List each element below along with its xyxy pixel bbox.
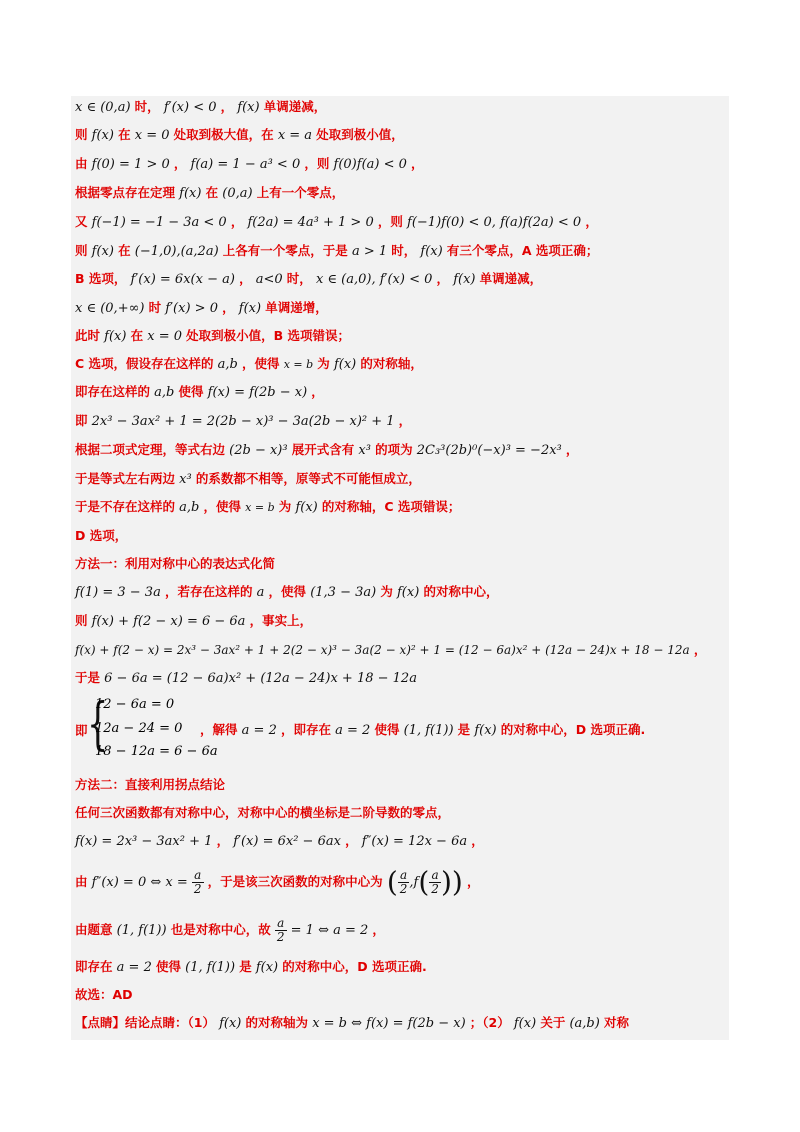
line-13: 根据二项式定理，等式右边 (2b − x)³ 展开式含有 x³ 的项为 2C₃³(2b)⁰(−x)³ = −2x³ ， (75, 442, 579, 458)
line-6: 则 f(x) 在 (−1,0),(a,2a) 上各有一个零点，于是 a > 1 时， f(x) 有三个零点，A 选项正确； (75, 243, 599, 259)
line-3: 由 f(0) = 1 > 0 ， f(a) = 1 − a³ < 0 ，则 f(0)f(a) < 0 ， (75, 156, 424, 172)
line-1: x ∈ (0,a) 时， f′(x) < 0 ， f(x) 单调递减， (75, 99, 327, 115)
line-10: C 选项，假设存在这样的 a,b ，使得 x = b 为 f(x) 的对称轴， (75, 356, 423, 372)
line-24: 任何三次函数都有对称中心，对称中心的横坐标是二阶导数的零点， (75, 805, 451, 820)
line-28: 即存在 a = 2 使得 (1, f(1)) 是 f(x) 的对称中心，D 选项正确. (75, 959, 427, 975)
line-9: 此时 f(x) 在 x = 0 处取到极小值，B 选项错误； (75, 328, 351, 344)
key-point-line: 【点睛】结论点睛：（1） f(x) 的对称轴为 x = b ⇔ f(x) = f(2b − x) ；（2） f(x) 关于 (a,b) 对称 (75, 1015, 629, 1031)
line-5: 又 f(−1) = −1 − 3a < 0 ， f(2a) = 4a³ + 1 > 0 ，则 f(−1)f(0) < 0, f(a)f(2a) < 0 ， (75, 214, 598, 230)
left-brace: { (87, 692, 109, 757)
line-11: 即存在这样的 a,b 使得 f(x) = f(2b − x) ， (75, 384, 324, 400)
line-21: 于是 6 − 6a = (12 − 6a)x² + (12a − 24)x + 18 − 12a (75, 670, 417, 686)
line-25: f(x) = 2x³ − 3ax² + 1 ， f′(x) = 6x² − 6ax ， f″(x) = 12x − 6a ， (75, 833, 484, 849)
line-7: B 选项， f′(x) = 6x(x − a) ， a<0 时， x ∈ (a,0), f′(x) < 0 ， f(x) 单调递减， (75, 271, 543, 287)
line-26: 由 f″(x) = 0 ⇔ x = $\frac{a}{2}$ ，于是该三次函数的对称中心为 ( $\frac{a}{2}$ ,f( $\frac{a}{2}$ )) ， (75, 865, 480, 899)
system-eq-1: 12 − 6a = 0 (95, 697, 175, 712)
line-14: 于是等式左右两边 x³ 的系数都不相等，原等式不可能恒成立， (75, 471, 421, 487)
line-20: f(x) + f(2 − x) = 2x³ − 3ax² + 1 + 2(2 − x)³ − 3a(2 − x)² + 1 = (12 − 6a)x² + (12a − 24)x + 18 − 12a ， (75, 642, 707, 657)
line-12: 即 2x³ − 3ax² + 1 = 2(2b − x)³ − 3a(2b − x)² + 1 ， (75, 413, 412, 429)
method-one-heading: 方法一：利用对称中心的表达式化简 (75, 556, 276, 571)
method-two-heading: 方法二：直接利用拐点结论 (75, 777, 226, 792)
line-8: x ∈ (0,+∞) 时 f′(x) > 0 ， f(x) 单调递增， (75, 300, 328, 316)
fraction-a-over-2: $\frac{a}{2}$ (193, 868, 202, 896)
answer-line: 故选：AD (75, 987, 133, 1002)
system-eq-2: 12a − 24 = 0 (95, 721, 183, 736)
line-16: D 选项， (75, 528, 128, 543)
system-eq-3: 18 − 12a = 6 − 6a (95, 744, 218, 759)
line-19: 则 f(x) + f(2 − x) = 6 − 6a ，事实上， (75, 613, 313, 629)
line-2: 则 f(x) 在 x = 0 处取到极大值，在 x = a 处取到极小值， (75, 127, 404, 143)
line-15: 于是不存在这样的 a,b ，使得 x = b 为 f(x) 的对称轴，C 选项错误； (75, 499, 461, 515)
line-27: 由题意 (1, f(1)) 也是对称中心，故 $\frac{a}{2}$ = 1 ⇔ a = 2 ， (75, 916, 385, 944)
line-18: f(1) = 3 − 3a ，若存在这样的 a ，使得 (1,3 − 3a) 为 f(x) 的对称中心， (75, 584, 499, 600)
line-4: 根据零点存在定理 f(x) 在 (0,a) 上有一个零点， (75, 185, 345, 201)
